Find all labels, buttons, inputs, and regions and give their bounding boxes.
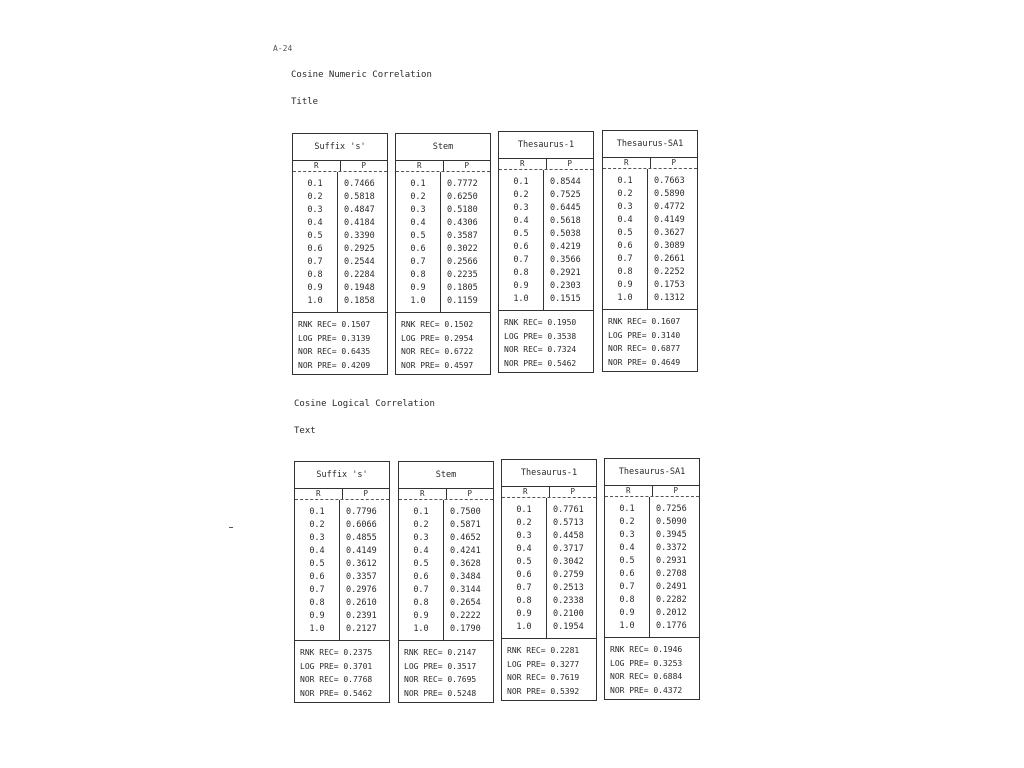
precision-cell: 0.2100 [553,609,584,619]
recall-cell: 0.5 [617,228,633,238]
results-table [294,461,390,703]
summary-line: RNK REC= 0.2281 [507,646,580,655]
summary-block [396,312,490,374]
recall-cell: 0.8 [410,270,426,280]
recall-cell: 0.8 [513,268,529,278]
precision-cell: 0.5180 [447,205,478,215]
recall-cell: 0.2 [307,192,323,202]
recall-cell: 0.9 [617,280,633,290]
summary-line: NOR PRE= 0.4597 [401,360,474,370]
column-header-precision: P [363,489,368,498]
results-table [292,133,388,375]
recall-cell: 0.5 [516,557,532,567]
recall-cell: 1.0 [307,296,323,306]
section-heading-numeric: Cosine Numeric Correlation [291,70,432,80]
precision-cell: 0.8544 [550,177,581,187]
recall-cell: 0.6 [307,244,323,254]
precision-cell: 0.2654 [450,598,481,608]
column-header-recall: R [499,159,547,169]
recall-cell: 0.7 [309,585,325,595]
recall-cell: 0.4 [410,218,426,228]
recall-cell: 0.3 [410,205,426,215]
summary-line: LOG PRE= 0.3277 [507,659,580,669]
precision-cell: 0.2235 [447,270,478,280]
precision-cell: 0.2921 [550,268,581,278]
precision-cell: 0.4149 [346,546,377,556]
column-header-recall: R [295,489,343,499]
precision-cell: 0.1805 [447,283,478,293]
recall-cell: 0.7 [307,257,323,267]
precision-cell: 0.4219 [550,242,581,252]
precision-cell: 0.2544 [344,257,375,267]
recall-cell: 0.9 [410,283,426,293]
precision-cell: 0.7256 [656,504,687,514]
results-table [604,458,700,700]
precision-cell: 0.2127 [346,624,377,634]
recall-column [295,500,340,640]
summary-block [399,640,493,702]
recall-cell: 0.2 [513,190,529,200]
precision-cell: 0.2610 [346,598,377,608]
recall-cell: 0.8 [617,267,633,277]
summary-line: RNK REC= 0.1950 [504,318,577,327]
summary-line: NOR PRE= 0.5248 [404,688,477,698]
precision-cell: 0.4772 [654,202,685,212]
precision-cell: 0.2391 [346,611,377,621]
column-headers [399,489,493,500]
precision-cell: 0.2284 [344,270,375,280]
table-title: Stem [399,462,493,489]
column-headers [605,486,699,497]
column-header-precision: P [464,161,469,170]
table-title: Thesaurus-1 [499,132,593,159]
column-header-precision: P [361,161,366,170]
precision-cell: 0.3566 [550,255,581,265]
recall-cell: 0.5 [619,556,635,566]
precision-column [444,500,493,640]
recall-cell: 0.1 [413,507,429,517]
summary-line: LOG PRE= 0.3538 [504,331,577,341]
recall-column [396,172,441,312]
results-table [395,133,491,375]
recall-column [603,169,648,309]
section-subheading-title: Title [291,97,319,107]
precision-cell: 0.2661 [654,254,685,264]
column-header-recall: R [396,161,444,171]
summary-line: NOR REC= 0.6435 [298,347,371,356]
recall-cell: 0.9 [413,611,429,621]
precision-cell: 0.5090 [656,517,687,527]
precision-cell: 0.3144 [450,585,481,595]
recall-cell: 0.5 [413,559,429,569]
recall-column [502,498,547,638]
summary-line: NOR PRE= 0.4649 [608,357,681,367]
precision-column [650,497,699,637]
recall-cell: 0.2 [413,520,429,530]
recall-cell: 0.8 [309,598,325,608]
recall-cell: 0.9 [307,283,323,293]
precision-cell: 0.2303 [550,281,581,291]
recall-cell: 0.8 [619,595,635,605]
summary-block [499,310,593,372]
results-table [602,130,698,372]
summary-line: LOG PRE= 0.2954 [401,333,474,343]
column-header-precision: P [673,486,678,495]
recall-cell: 0.7 [513,255,529,265]
summary-line: NOR REC= 0.7695 [404,675,477,684]
precision-cell: 0.7500 [450,507,481,517]
summary-line: NOR REC= 0.7324 [504,345,577,354]
recall-cell: 0.9 [309,611,325,621]
precision-column [547,498,596,638]
recall-cell: 0.5 [410,231,426,241]
precision-cell: 0.2513 [553,583,584,593]
recall-cell: 0.3 [617,202,633,212]
precision-cell: 0.4652 [450,533,481,543]
precision-cell: 0.3372 [656,543,687,553]
summary-line: RNK REC= 0.1607 [608,317,681,326]
recall-cell: 0.8 [307,270,323,280]
summary-line: RNK REC= 0.1946 [610,645,683,654]
recall-cell: 0.2 [410,192,426,202]
recall-cell: 0.1 [516,505,532,515]
recall-cell: 0.1 [619,504,635,514]
precision-cell: 0.3484 [450,572,481,582]
column-headers [396,161,490,172]
summary-line: NOR REC= 0.7768 [300,675,373,684]
section-heading-logical: Cosine Logical Correlation [294,399,435,409]
precision-cell: 0.2012 [656,608,687,618]
precision-cell: 0.2759 [553,570,584,580]
column-header-recall: R [605,486,653,496]
recall-cell: 0.2 [617,189,633,199]
recall-cell: 0.4 [309,546,325,556]
precision-column [338,172,387,312]
precision-cell: 0.7761 [553,505,584,515]
precision-cell: 0.2931 [656,556,687,566]
precision-cell: 0.2491 [656,582,687,592]
recall-cell: 0.6 [309,572,325,582]
precision-cell: 0.6445 [550,203,581,213]
precision-cell: 0.4149 [654,215,685,225]
recall-cell: 0.6 [513,242,529,252]
recall-column [605,497,650,637]
recall-cell: 0.5 [513,229,529,239]
precision-cell: 0.3627 [654,228,685,238]
recall-cell: 0.7 [617,254,633,264]
recall-cell: 0.6 [413,572,429,582]
precision-cell: 0.5038 [550,229,581,239]
precision-cell: 0.7525 [550,190,581,200]
recall-cell: 0.6 [619,569,635,579]
precision-cell: 0.2282 [656,595,687,605]
precision-cell: 0.3612 [346,559,377,569]
recall-cell: 0.8 [413,598,429,608]
precision-cell: 0.4306 [447,218,478,228]
section-subheading-text: Text [294,426,316,436]
recall-cell: 0.4 [307,218,323,228]
recall-cell: 0.3 [309,533,325,543]
recall-cell: 0.8 [516,596,532,606]
precision-cell: 0.5818 [344,192,375,202]
results-table [501,459,597,701]
table-title: Thesaurus-1 [502,460,596,487]
precision-cell: 0.4184 [344,218,375,228]
scan-mark [229,527,233,528]
summary-line: NOR PRE= 0.5392 [507,686,580,696]
recall-cell: 0.2 [619,517,635,527]
column-header-recall: R [399,489,447,499]
recall-cell: 0.9 [513,281,529,291]
summary-line: RNK REC= 0.2375 [300,648,373,657]
precision-cell: 0.7772 [447,179,478,189]
precision-cell: 0.2708 [656,569,687,579]
precision-cell: 0.3587 [447,231,478,241]
recall-cell: 0.7 [410,257,426,267]
precision-column [441,172,490,312]
summary-line: NOR REC= 0.7619 [507,673,580,682]
recall-cell: 0.3 [413,533,429,543]
summary-line: LOG PRE= 0.3253 [610,658,683,668]
precision-cell: 0.2338 [553,596,584,606]
precision-cell: 0.6066 [346,520,377,530]
column-header-recall: R [603,158,651,168]
recall-cell: 0.4 [617,215,633,225]
page-marker: A-24 [273,44,293,53]
recall-cell: 0.3 [513,203,529,213]
summary-line: RNK REC= 0.2147 [404,648,477,657]
summary-line: RNK REC= 0.1507 [298,320,371,329]
precision-cell: 0.4458 [553,531,584,541]
table-title: Suffix 's' [293,134,387,161]
precision-cell: 0.1159 [447,296,478,306]
precision-cell: 0.4241 [450,546,481,556]
summary-line: NOR PRE= 0.4372 [610,685,683,695]
table-title: Thesaurus-SA1 [603,131,697,158]
recall-cell: 0.6 [617,241,633,251]
recall-cell: 0.4 [619,543,635,553]
summary-block [502,638,596,700]
column-header-recall: R [293,161,341,171]
precision-cell: 0.2925 [344,244,375,254]
recall-cell: 0.5 [307,231,323,241]
summary-line: NOR REC= 0.6722 [401,347,474,356]
recall-cell: 0.2 [309,520,325,530]
summary-line: NOR PRE= 0.4209 [298,360,371,370]
table-title: Thesaurus-SA1 [605,459,699,486]
results-table [498,131,594,373]
recall-cell: 1.0 [413,624,429,634]
column-header-precision: P [570,487,575,496]
summary-block [293,312,387,374]
precision-cell: 0.1858 [344,296,375,306]
recall-cell: 0.6 [410,244,426,254]
summary-block [603,309,697,371]
table-title: Suffix 's' [295,462,389,489]
precision-cell: 0.3357 [346,572,377,582]
recall-cell: 0.1 [617,176,633,186]
precision-cell: 0.7796 [346,507,377,517]
recall-column [499,170,544,310]
precision-cell: 0.3022 [447,244,478,254]
recall-cell: 0.9 [516,609,532,619]
table-title: Stem [396,134,490,161]
recall-cell: 0.7 [619,582,635,592]
precision-cell: 0.1312 [654,293,685,303]
column-header-precision: P [671,158,676,167]
precision-column [648,169,697,309]
recall-cell: 0.5 [309,559,325,569]
summary-line: LOG PRE= 0.3139 [298,333,371,343]
column-headers [603,158,697,169]
summary-line: RNK REC= 0.1502 [401,320,474,329]
recall-cell: 1.0 [410,296,426,306]
summary-block [295,640,389,702]
results-table [398,461,494,703]
recall-cell: 1.0 [516,622,532,632]
recall-cell: 0.3 [619,530,635,540]
summary-line: NOR REC= 0.6877 [608,344,681,353]
recall-column [399,500,444,640]
recall-cell: 1.0 [617,293,633,303]
precision-cell: 0.6250 [447,192,478,202]
precision-cell: 0.3628 [450,559,481,569]
recall-cell: 1.0 [619,621,635,631]
recall-cell: 0.7 [516,583,532,593]
recall-cell: 0.7 [413,585,429,595]
recall-cell: 0.6 [516,570,532,580]
recall-cell: 0.4 [516,544,532,554]
precision-cell: 0.1776 [656,621,687,631]
recall-cell: 0.1 [513,177,529,187]
precision-cell: 0.1948 [344,283,375,293]
recall-cell: 0.1 [307,179,323,189]
recall-cell: 1.0 [513,294,529,304]
precision-cell: 0.5713 [553,518,584,528]
column-headers [293,161,387,172]
column-header-precision: P [467,489,472,498]
column-headers [499,159,593,170]
summary-block [605,637,699,699]
recall-cell: 0.1 [410,179,426,189]
precision-cell: 0.4847 [344,205,375,215]
precision-cell: 0.3042 [553,557,584,567]
summary-line: LOG PRE= 0.3701 [300,661,373,671]
summary-line: LOG PRE= 0.3140 [608,330,681,340]
summary-line: LOG PRE= 0.3517 [404,661,477,671]
summary-line: NOR PRE= 0.5462 [504,358,577,368]
precision-cell: 0.1954 [553,622,584,632]
summary-line: NOR PRE= 0.5462 [300,688,373,698]
recall-cell: 0.3 [516,531,532,541]
column-headers [295,489,389,500]
column-headers [502,487,596,498]
precision-cell: 0.5871 [450,520,481,530]
precision-cell: 0.2566 [447,257,478,267]
precision-cell: 0.3390 [344,231,375,241]
precision-cell: 0.7663 [654,176,685,186]
precision-column [544,170,593,310]
precision-cell: 0.1515 [550,294,581,304]
precision-cell: 0.2252 [654,267,685,277]
precision-cell: 0.2976 [346,585,377,595]
recall-cell: 0.4 [513,216,529,226]
precision-cell: 0.3945 [656,530,687,540]
precision-cell: 0.3717 [553,544,584,554]
precision-cell: 0.4855 [346,533,377,543]
recall-cell: 0.9 [619,608,635,618]
recall-cell: 0.1 [309,507,325,517]
recall-cell: 1.0 [309,624,325,634]
precision-cell: 0.5890 [654,189,685,199]
recall-cell: 0.3 [307,205,323,215]
precision-column [340,500,389,640]
recall-column [293,172,338,312]
precision-cell: 0.2222 [450,611,481,621]
recall-cell: 0.2 [516,518,532,528]
recall-cell: 0.4 [413,546,429,556]
precision-cell: 0.3089 [654,241,685,251]
column-header-recall: R [502,487,550,497]
precision-cell: 0.7466 [344,179,375,189]
summary-line: NOR REC= 0.6884 [610,672,683,681]
precision-cell: 0.1790 [450,624,481,634]
precision-cell: 0.5618 [550,216,581,226]
column-header-precision: P [567,159,572,168]
precision-cell: 0.1753 [654,280,685,290]
